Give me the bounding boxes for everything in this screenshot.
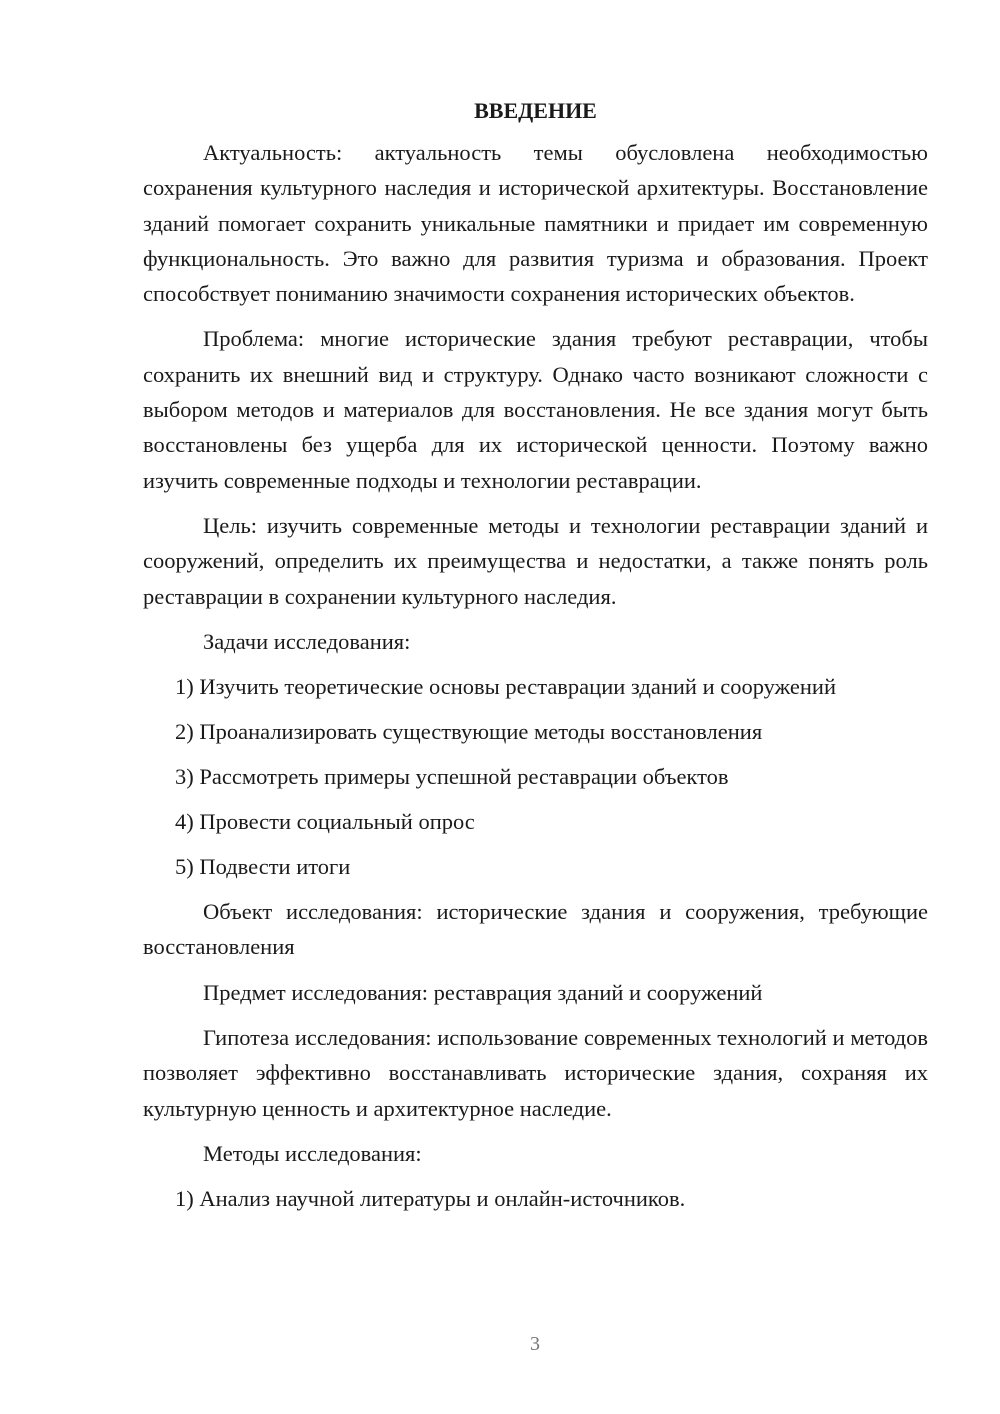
page-content [143,94,928,1216]
object-paragraph: Объект исследования: исторические здания и сооружения, требующие восстановления [143,899,928,960]
tasks-heading: Задачи исследования: [203,628,411,654]
problem-paragraph: Проблема: многие исторические здания требуют реставрации, чтобы сохранить их внешний вид и структуру. Однако часто возникают сложности с выбором методов и материалов для восстановления. Не все здания могут быть восстановлены без ущерба для их исторической ценности. Поэтому важно изучить современные подходы и технологии реставрации. [143,326,928,493]
task-item-1: 1) Изучить теоретические основы реставрации зданий и сооружений [175,674,836,700]
page-number: 3 [530,1333,540,1355]
relevance-paragraph: Актуальность: актуальность темы обусловлена необходимостью сохранения культурного наследия и исторической архитектуры. Восстановление зданий помогает сохранить уникальные памятники и придает им современную функциональность. Это важно для развития туризма и образования. Проект способствует пониманию значимости сохранения исторических объектов. [143,140,928,307]
task-item-4: 4) Провести социальный опрос [175,809,475,835]
subject-paragraph: Предмет исследования: реставрация зданий и сооружений [203,979,763,1005]
methods-list [143,1181,928,1216]
task-item-3: 3) Рассмотреть примеры успешной реставрации объектов [175,764,729,790]
section-title: ВВЕДЕНИЕ [474,98,597,123]
hypothesis-paragraph: Гипотеза исследования: использование современных технологий и методов позволяет эффективно восстанавливать исторические здания, сохраняя их культурную ценность и архитектурное наследие. [143,1025,928,1121]
task-item-2: 2) Проанализировать существующие методы восстановления [175,719,763,745]
methods-heading: Методы исследования: [203,1140,422,1166]
method-item-1: 1) Анализ научной литературы и онлайн-источников. [175,1186,686,1212]
task-item-5: 5) Подвести итоги [175,854,351,880]
goal-paragraph: Цель: изучить современные методы и технологии реставрации зданий и сооружений, определить их преимущества и недостатки, а также понять роль реставрации в сохранении культурного наследия. [143,512,928,609]
tasks-list [143,669,928,884]
